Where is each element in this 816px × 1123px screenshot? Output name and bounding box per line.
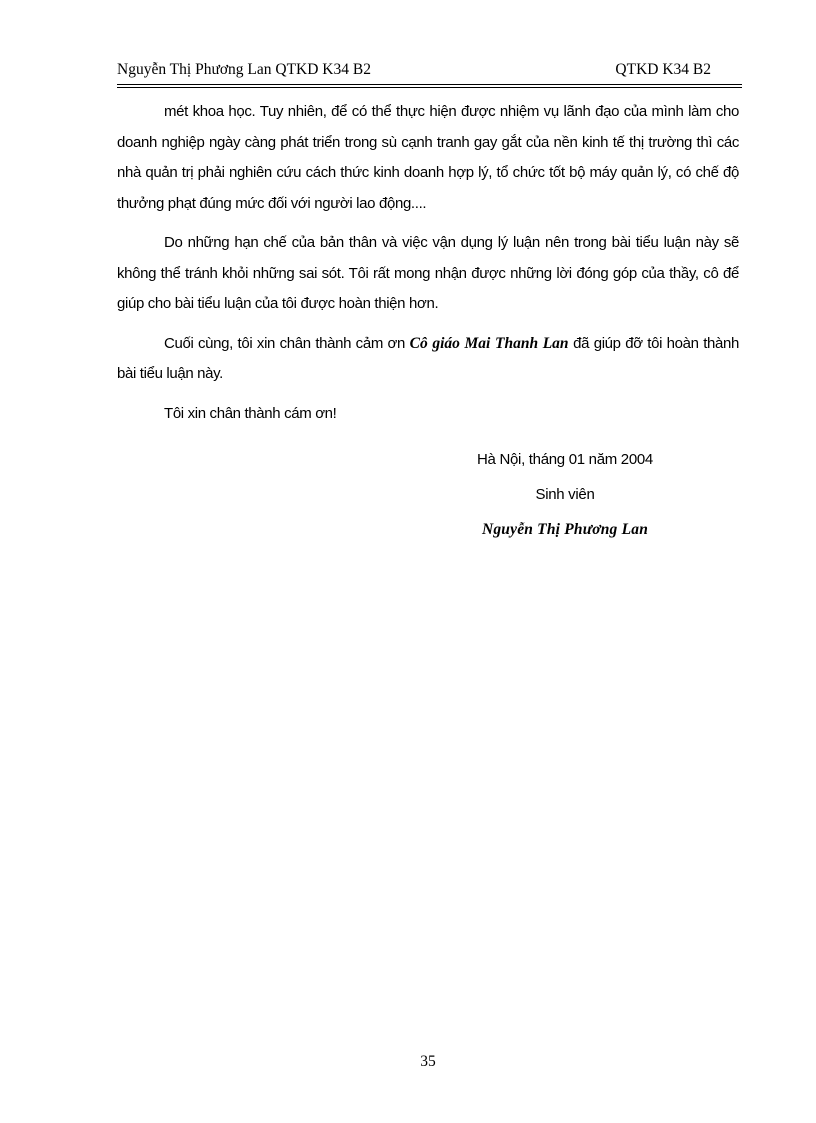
header-class-code: QTKD K34 B2 (615, 61, 711, 78)
paragraph-limitations: Do những hạn chế của bản thân và việc vận dụng lý luận nên trong bài tiểu luận này sẽ không thể tránh khỏi những sai sót. Tôi rất mong nhận được những lời đóng góp của thầy, cô để giúp cho bài tiểu luận của tôi được hoàn thiện hơn. (117, 234, 739, 312)
paragraph-thanks-teacher (117, 329, 739, 390)
signature-block (450, 446, 680, 551)
header-rule-bottom (117, 87, 742, 88)
paragraph-closing-thanks: Tôi xin chân thành cám ơn! (164, 404, 337, 422)
signature-place-date: Hà Nội, tháng 01 năm 2004 (477, 451, 653, 468)
teacher-name: Cô giáo Mai Thanh Lan (409, 334, 569, 352)
body-text (117, 97, 739, 438)
header-author-class: Nguyễn Thị Phương Lan QTKD K34 B2 (117, 61, 371, 78)
page-number: 35 (420, 1053, 436, 1070)
signature-name: Nguyễn Thị Phương Lan (481, 521, 649, 538)
paragraph-continuation: mét khoa học. Tuy nhiên, để có thể thực hiện được nhiệm vụ lãnh đạo của mình làm cho doanh nghiệp ngày càng phát triển trong sù cạnh tranh gay gắt của nền kinh tế thị trường thì các nhà quản trị phải nghiên cứu cách thức kinh doanh hợp lý, tổ chức tốt bộ máy quản lý, có chế độ thưởng phạt đúng mức đối với người lao động.... (117, 103, 739, 212)
header-rule-top (117, 84, 742, 85)
thanks-text-start: Cuối cùng, tôi xin chân thành cảm ơn (164, 334, 410, 352)
signature-role: Sinh viên (535, 486, 595, 503)
thanks-text-end: đã giúp đỡ tôi hoàn thành bài tiểu luận này. (117, 334, 739, 382)
page-header (117, 61, 711, 85)
